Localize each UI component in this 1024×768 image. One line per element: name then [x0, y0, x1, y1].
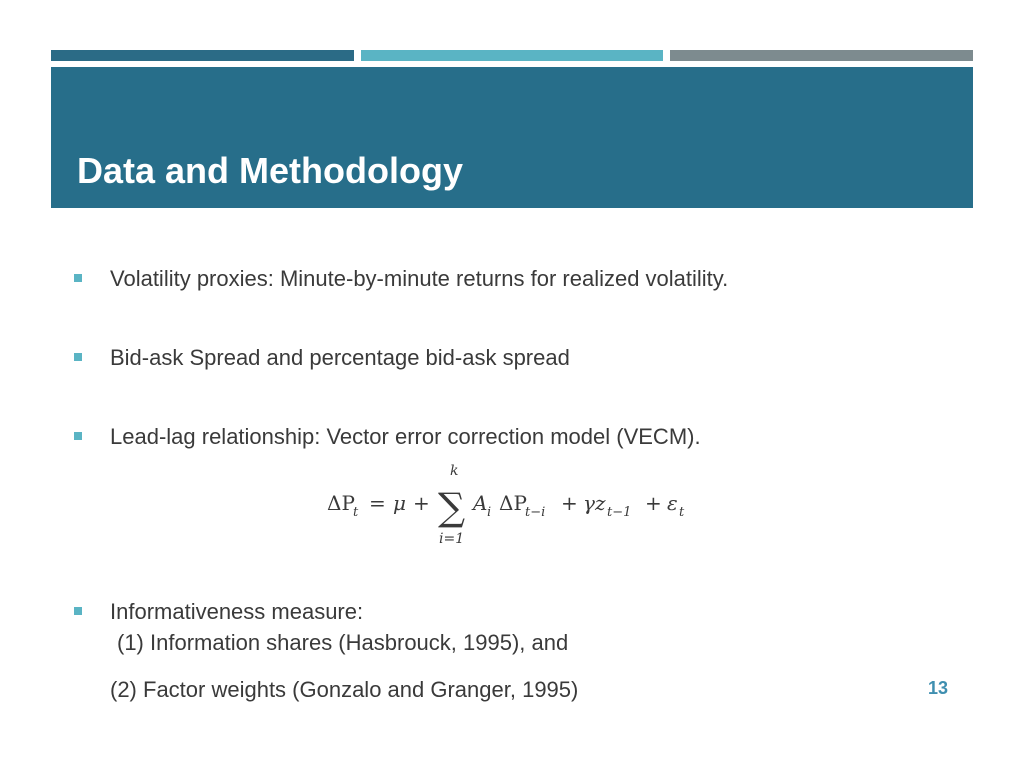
equation-equals: =: [369, 491, 386, 515]
sub-item: (1) Information shares (Hasbrouck, 1995), and: [117, 630, 569, 655]
equation-A-subscript: i: [487, 505, 492, 520]
square-bullet-icon: [74, 353, 82, 361]
accent-bar-gray: [670, 50, 973, 61]
equation-delta-P: ΔP: [499, 491, 527, 515]
bullet-text: Lead-lag relationship: Vector error correction model (VECM).: [110, 424, 701, 449]
equation-sum-lower: i=1: [439, 531, 465, 547]
equation-epsilon-subscript: t: [679, 505, 685, 520]
square-bullet-icon: [74, 607, 82, 615]
equation-sum-upper: k: [450, 463, 459, 479]
equation-plus: +: [645, 491, 662, 515]
equation-lhs: ΔP: [327, 491, 355, 515]
equation-plus: +: [413, 491, 430, 515]
bullet-text: Volatility proxies: Minute-by-minute returns for realized volatility.: [110, 266, 729, 291]
equation-z-subscript: t−1: [607, 505, 632, 520]
accent-bar-light: [361, 50, 663, 61]
vecm-equation: [325, 455, 705, 550]
title-band: [51, 67, 973, 208]
equation-mu: μ: [393, 491, 406, 515]
equation-lhs-subscript: t: [353, 505, 359, 520]
equation-A: A: [473, 491, 488, 515]
equation-epsilon: ε: [667, 491, 678, 515]
page-number: 13: [927, 678, 949, 698]
bullet-text: Bid-ask Spread and percentage bid-ask spread: [110, 345, 570, 370]
equation-sum-symbol: ∑: [438, 485, 466, 529]
equation-plus: +: [561, 491, 578, 515]
equation-gamma-z: γz: [583, 491, 606, 515]
square-bullet-icon: [74, 274, 82, 282]
square-bullet-icon: [74, 432, 82, 440]
accent-bar-dark: [51, 50, 354, 61]
slide-title: Data and Methodology: [77, 150, 463, 191]
bullet-text: Informativeness measure:: [110, 599, 364, 624]
equation-delta-P-subscript: t−i: [525, 505, 546, 520]
sub-item: (2) Factor weights (Gonzalo and Granger, 1995): [110, 677, 579, 702]
